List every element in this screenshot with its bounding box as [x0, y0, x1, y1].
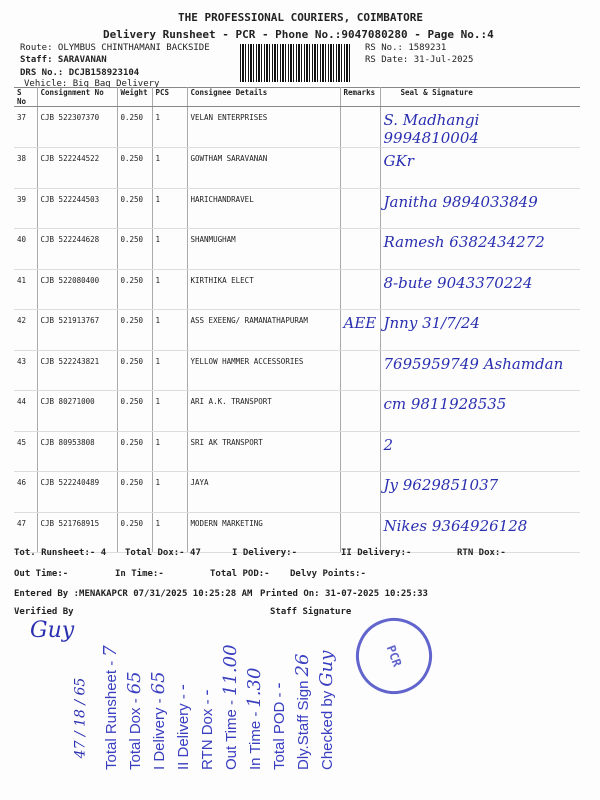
table-row [14, 431, 580, 472]
consignee: MODERN MARKETING [187, 512, 340, 553]
stamp-value: 65 [148, 671, 169, 695]
signature: 2 [380, 431, 580, 472]
stamp-value: - [268, 682, 289, 689]
consignee: JAYA [187, 472, 340, 513]
stamp-value: Guy [316, 650, 337, 687]
consignment-no: CJB 522080400 [37, 269, 117, 310]
pcr-stamp: PCR [345, 607, 442, 704]
consignment-no: CJB 522244522 [37, 148, 117, 189]
consignment-no: CJB 80271000 [37, 391, 117, 432]
ii-delivery: II Delivery:- [341, 548, 412, 558]
table-row [14, 350, 580, 391]
stamp-value: 7 [100, 645, 121, 657]
stamp-line [148, 671, 169, 770]
consignment-no: CJB 80953808 [37, 431, 117, 472]
total-pod: Total POD:- [210, 569, 270, 579]
sno: 46 [14, 472, 37, 513]
col-weight: Weight [117, 88, 152, 107]
stamp-value: - [172, 684, 193, 691]
table-row [14, 269, 580, 310]
stamp-line [100, 645, 121, 770]
handwritten-calc: 47 / 18 / 65 [72, 677, 89, 759]
rtn-dox: RTN Dox:- [457, 548, 506, 558]
remarks [340, 148, 380, 189]
consignee: GOWTHAM SARAVANAN [187, 148, 340, 189]
col-signature: Seal & Signature [380, 88, 580, 107]
remarks [340, 431, 380, 472]
entered-by: Entered By :MENAKAPCR 07/31/2025 10:25:28 AM [14, 589, 253, 599]
sno: 44 [14, 391, 37, 432]
in-time: In Time:- [115, 569, 164, 579]
consignment-no: CJB 522244503 [37, 188, 117, 229]
signature: Jnny 31/7/24 [380, 310, 580, 351]
pcs: 1 [152, 229, 187, 270]
pcs: 1 [152, 148, 187, 189]
total-dox: Total Dox:- 47 [125, 548, 201, 558]
signature: S. Madhangi 9994810004 [380, 107, 580, 148]
sno: 38 [14, 148, 37, 189]
table-row [14, 391, 580, 432]
col-remarks: Remarks [340, 88, 380, 107]
remarks: AEE [340, 310, 380, 351]
stamp-line [220, 644, 241, 770]
weight: 0.250 [117, 391, 152, 432]
printed-on: Printed On: 31-07-2025 10:25:33 [260, 589, 428, 599]
delvy-points: Delvy Points:- [290, 569, 366, 579]
barcode [240, 44, 350, 82]
consignee: YELLOW HAMMER ACCESSORIES [187, 350, 340, 391]
weight: 0.250 [117, 472, 152, 513]
stamp-value: 26 [292, 653, 313, 677]
consignee: ASS EXEENG/ RAMANATHAPURAM [187, 310, 340, 351]
staff-signature-label: Staff Signature [270, 607, 352, 617]
signature: cm 9811928535 [380, 391, 580, 432]
rs-date: RS Date: 31-Jul-2025 [365, 55, 474, 65]
table-row [14, 229, 580, 270]
verified-by-label: Verified By [14, 607, 74, 617]
sno: 45 [14, 431, 37, 472]
stamp-label: RTN Dox - [199, 699, 216, 770]
signature: 7695959749 Ashamdan [380, 350, 580, 391]
col-consignment: Consignment No [37, 88, 117, 107]
i-delivery: I Delivery:- [232, 548, 298, 558]
pcs: 1 [152, 107, 187, 148]
consignee: VELAN ENTERPRISES [187, 107, 340, 148]
weight: 0.250 [117, 188, 152, 229]
remarks [340, 350, 380, 391]
pcs: 1 [152, 188, 187, 229]
consignment-no: CJB 521768915 [37, 512, 117, 553]
stamp-label: II Delivery - [175, 694, 192, 770]
signature: GKr [380, 148, 580, 189]
table-row [14, 188, 580, 229]
out-time: Out Time:- [14, 569, 69, 579]
verified-signature: Guy [30, 618, 75, 643]
sno: 47 [14, 512, 37, 553]
company-title: THE PROFESSIONAL COURIERS, COIMBATORE [178, 11, 424, 24]
sno: 37 [14, 107, 37, 148]
drs-no: DRS No.: DCJB158923104 [20, 68, 140, 78]
weight: 0.250 [117, 431, 152, 472]
consignment-no: CJB 522307370 [37, 107, 117, 148]
weight: 0.250 [117, 148, 152, 189]
staff: Staff: SARAVANAN [20, 55, 107, 65]
signature: 8-bute 9043370224 [380, 269, 580, 310]
remarks [340, 269, 380, 310]
runsheet-subtitle: Delivery Runsheet - PCR - Phone No.:9047080280 - Page No.:4 [103, 28, 494, 41]
weight: 0.250 [117, 107, 152, 148]
pcs: 1 [152, 269, 187, 310]
stamp-label: Checked by [319, 690, 336, 770]
signature: Janitha 9894033849 [380, 188, 580, 229]
sno: 42 [14, 310, 37, 351]
stamp-line [124, 671, 145, 770]
stamp-value: 11.00 [220, 644, 241, 696]
stamp-line [244, 668, 265, 770]
stamp-line [172, 684, 193, 770]
pcs: 1 [152, 472, 187, 513]
table-row [14, 512, 580, 553]
route: Route: OLYMBUS CHINTHAMANI BACKSIDE [20, 43, 210, 53]
table-row [14, 472, 580, 513]
signature: Ramesh 6382434272 [380, 229, 580, 270]
pcs: 1 [152, 431, 187, 472]
stamp-value: 1.30 [244, 667, 265, 708]
remarks [340, 107, 380, 148]
stamp-label: Out Time - [223, 699, 240, 770]
sno: 41 [14, 269, 37, 310]
consignee: ARI A.K. TRANSPORT [187, 391, 340, 432]
remarks [340, 391, 380, 432]
sno: 40 [14, 229, 37, 270]
consignment-no: CJB 522244628 [37, 229, 117, 270]
consignment-no: CJB 522243821 [37, 350, 117, 391]
remarks [340, 472, 380, 513]
col-sno: S No [14, 88, 37, 107]
remarks [340, 512, 380, 553]
pcs: 1 [152, 391, 187, 432]
sno: 39 [14, 188, 37, 229]
consignment-no: CJB 522240489 [37, 472, 117, 513]
weight: 0.250 [117, 229, 152, 270]
signature: Nikes 9364926128 [380, 512, 580, 553]
weight: 0.250 [117, 350, 152, 391]
remarks [340, 188, 380, 229]
stamp-value: 65 [124, 671, 145, 695]
tot-runsheet: Tot. Runsheet:- 4 [14, 548, 107, 558]
remarks [340, 229, 380, 270]
stamp-line [292, 654, 313, 770]
consignment-no: CJB 521913767 [37, 310, 117, 351]
table-row [14, 148, 580, 189]
stamp-label: Dly.Staff Sign [295, 680, 312, 770]
consignee: KIRTHIKA ELECT [187, 269, 340, 310]
col-consignee: Consignee Details [187, 88, 340, 107]
stamp-value: - [196, 689, 217, 696]
stamp-label: I Delivery - [151, 698, 168, 770]
weight: 0.250 [117, 512, 152, 553]
table-row [14, 107, 580, 148]
table-row [14, 310, 580, 351]
weight: 0.250 [117, 310, 152, 351]
stamp-line [196, 689, 217, 770]
col-pcs: PCS [152, 88, 187, 107]
stamp-label: Total Dox - [127, 698, 144, 770]
consignee: SHANMUGHAM [187, 229, 340, 270]
consignee: SRI AK TRANSPORT [187, 431, 340, 472]
stamp-line [316, 651, 337, 770]
stamp-line [268, 682, 289, 770]
consignment-table [14, 87, 580, 553]
pcs: 1 [152, 310, 187, 351]
stamp-label: Total POD - [271, 692, 288, 770]
weight: 0.250 [117, 269, 152, 310]
pcs: 1 [152, 350, 187, 391]
stamp-label: In Time - [247, 711, 264, 770]
rs-no: RS No.: 1589231 [365, 43, 447, 53]
stamp-label: Total Runsheet - [103, 660, 120, 770]
pcs: 1 [152, 512, 187, 553]
sno: 43 [14, 350, 37, 391]
consignee: HARICHANDRAVEL [187, 188, 340, 229]
vehicle: Vehicle: Big Bag Delivery [24, 79, 160, 89]
signature: Jy 9629851037 [380, 472, 580, 513]
